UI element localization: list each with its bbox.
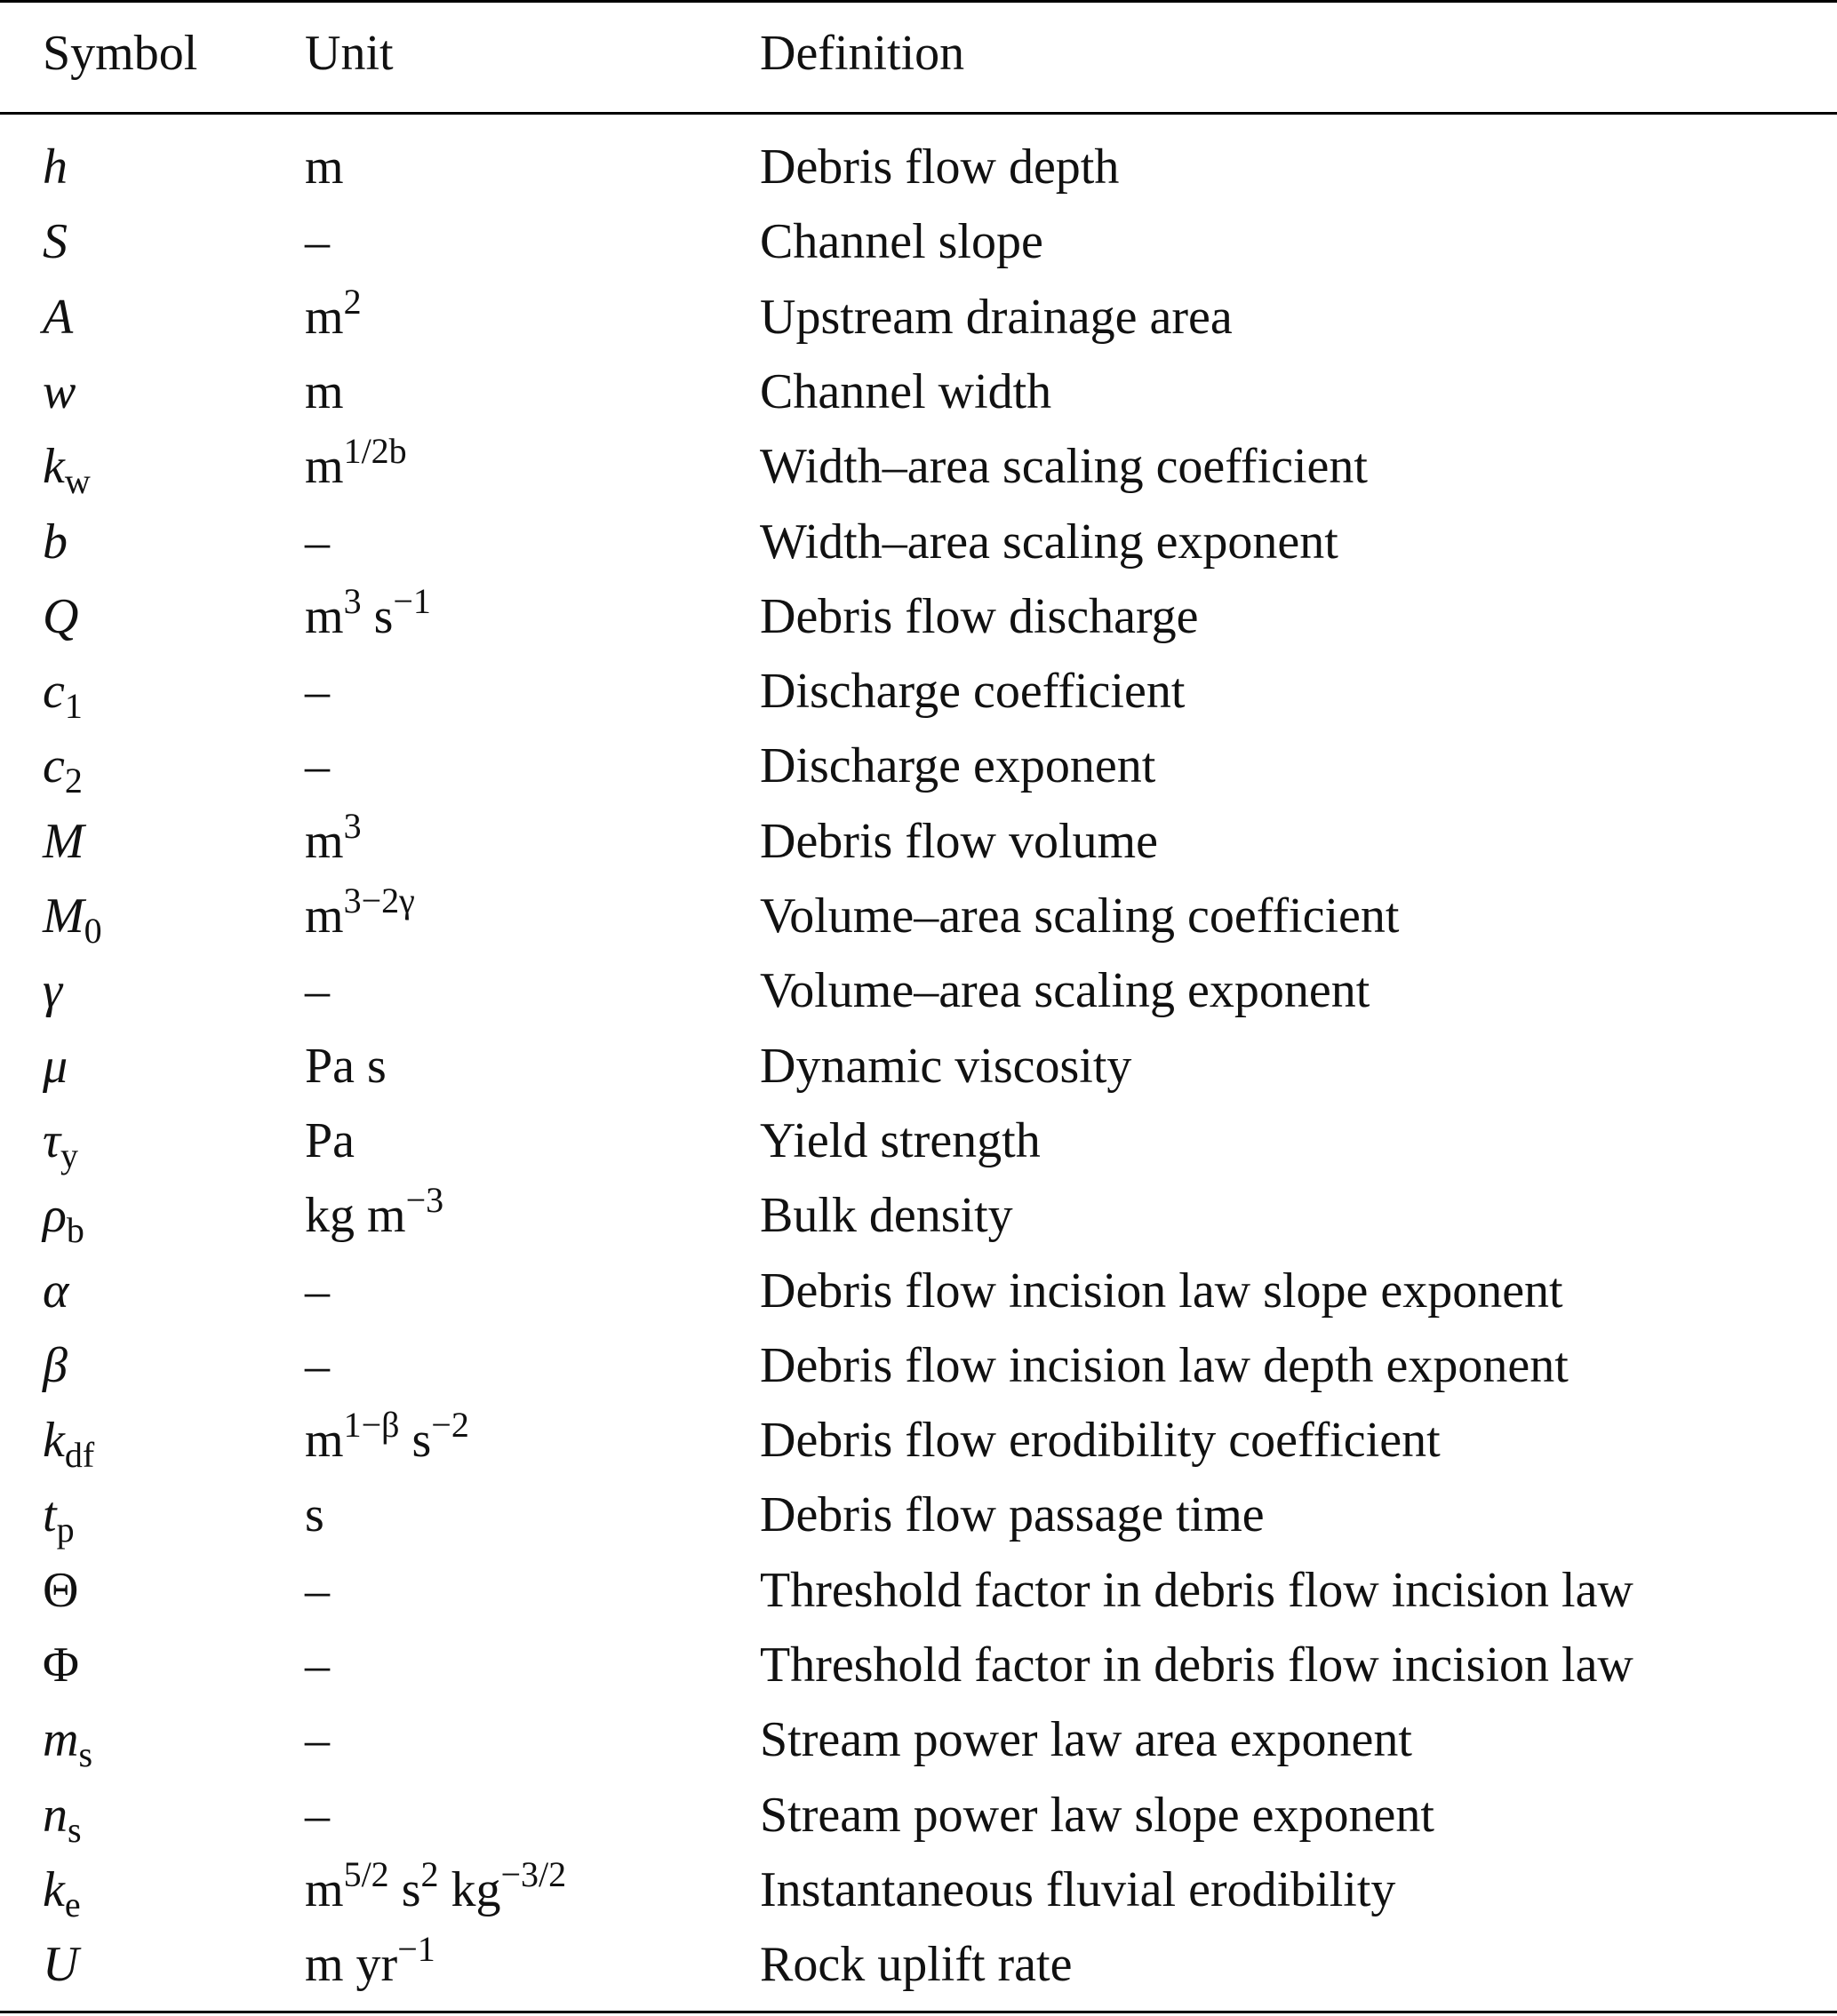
table-row: [0, 953, 1837, 1028]
definition-cell: Debris flow volume: [760, 813, 1158, 869]
symbol-cell: [43, 1403, 94, 1478]
header-unit: Unit: [305, 26, 394, 81]
symbol-subscript: df: [64, 1435, 95, 1476]
symbol: w: [43, 363, 76, 419]
unit-base: –: [305, 1712, 330, 1768]
definition-cell: Volume–area scaling coefficient: [760, 888, 1400, 944]
symbol-subscript: s: [78, 1734, 93, 1775]
symbol-subscript: w: [64, 461, 91, 502]
symbol: Q: [43, 588, 79, 644]
unit-cell: [305, 879, 415, 953]
symbol-cell: [43, 1778, 82, 1853]
symbol: c: [43, 738, 65, 794]
definition-cell: Yield strength: [760, 1112, 1041, 1168]
symbol-subscript: 0: [84, 911, 102, 951]
table-row: [0, 1702, 1837, 1777]
symbol: U: [43, 1937, 79, 1993]
unit-exponent: 3−2γ: [343, 881, 415, 920]
symbol-cell: [43, 1328, 68, 1403]
unit-base: s: [361, 588, 394, 644]
definition-cell: Debris flow discharge: [760, 588, 1199, 644]
unit-exponent: −2: [431, 1405, 469, 1446]
definition-cell: Discharge exponent: [760, 738, 1156, 794]
symbol-cell: [43, 505, 68, 579]
definition-cell: Debris flow passage time: [760, 1487, 1265, 1543]
definition-cell: Width–area scaling exponent: [760, 514, 1338, 570]
unit-cell: [305, 579, 431, 654]
symbol: M: [43, 813, 84, 869]
unit-exponent: 2: [343, 281, 362, 322]
symbol-subscript: 2: [64, 761, 83, 801]
symbol: μ: [43, 1038, 68, 1094]
unit-cell: [305, 1328, 330, 1403]
unit-cell: [305, 1178, 443, 1253]
definition-cell: Debris flow depth: [760, 139, 1120, 195]
unit-base: –: [305, 963, 330, 1019]
symbol: t: [43, 1487, 57, 1543]
table-row: [0, 1328, 1837, 1403]
unit-cell: [305, 204, 330, 279]
unit-cell: [305, 1853, 566, 1927]
definition-cell: Threshold factor in debris flow incision law: [760, 1638, 1633, 1693]
symbol: k: [43, 1413, 65, 1469]
symbol: Θ: [43, 1562, 79, 1618]
symbol: h: [43, 139, 68, 195]
symbol-subscript: b: [66, 1210, 84, 1251]
symbol: Φ: [43, 1638, 79, 1693]
symbol-cell: [43, 130, 68, 204]
unit-base: m: [305, 588, 344, 644]
symbol-cell: [43, 355, 76, 429]
symbol-cell: [43, 804, 84, 879]
header-symbol: Symbol: [43, 26, 198, 81]
definition-cell: Bulk density: [760, 1188, 1013, 1244]
unit-base: Pa: [305, 1112, 355, 1168]
symbol-subscript: s: [68, 1809, 82, 1850]
unit-exponent: −1: [393, 580, 431, 621]
unit-exponent: −1: [397, 1929, 435, 1970]
unit-base: m: [305, 1413, 344, 1469]
unit-base: m: [305, 813, 344, 869]
unit-base: –: [305, 514, 330, 570]
symbol-cell: [43, 204, 68, 279]
unit-cell: [305, 1927, 435, 2002]
table-row: [0, 429, 1837, 504]
symbol-cell: [43, 1104, 78, 1178]
unit-exponent: 3: [343, 805, 362, 846]
unit-base: s: [305, 1487, 324, 1543]
unit-cell: [305, 1478, 324, 1552]
unit-exponent: −3: [405, 1180, 444, 1221]
unit-base: kg: [438, 1861, 501, 1917]
symbol-cell: [43, 1029, 68, 1104]
definition-cell: Instantaneous fluvial erodibility: [760, 1861, 1396, 1917]
symbol: k: [43, 439, 65, 495]
definition-cell: Discharge coefficient: [760, 664, 1186, 720]
definition-cell: Volume–area scaling exponent: [760, 963, 1370, 1019]
table-row: [0, 879, 1837, 953]
unit-base: m: [305, 139, 344, 195]
unit-cell: [305, 654, 330, 729]
unit-base: –: [305, 1337, 330, 1393]
unit-cell: [305, 953, 330, 1028]
symbol-subscript: 1: [64, 686, 83, 727]
table-row: [0, 355, 1837, 429]
unit-cell: [305, 729, 330, 803]
table-row: [0, 505, 1837, 579]
definition-cell: Channel slope: [760, 214, 1043, 270]
symbol: n: [43, 1787, 68, 1843]
symbol-subscript: e: [64, 1884, 81, 1924]
unit-base: –: [305, 214, 330, 270]
symbol-subscript: y: [60, 1135, 79, 1175]
symbol: γ: [43, 963, 63, 1019]
header-definition: Definition: [760, 26, 965, 81]
definition-cell: Debris flow incision law depth exponent: [760, 1337, 1569, 1393]
unit-exponent: −3/2: [500, 1853, 567, 1894]
unit-cell: [305, 804, 362, 879]
unit-cell: [305, 1702, 330, 1777]
definition-cell: Debris flow incision law slope exponent: [760, 1263, 1563, 1319]
definition-cell: Rock uplift rate: [760, 1937, 1073, 1993]
unit-base: s: [399, 1413, 432, 1469]
unit-cell: [305, 355, 344, 429]
definition-cell: Threshold factor in debris flow incision law: [760, 1562, 1633, 1618]
top-rule: [0, 0, 1837, 3]
symbol-cell: [43, 1927, 78, 2002]
symbol: S: [43, 214, 68, 270]
definition-cell: Dynamic viscosity: [760, 1038, 1132, 1094]
symbol-cell: [43, 1553, 78, 1628]
symbol-cell: [43, 953, 62, 1028]
unit-cell: [305, 1778, 330, 1853]
unit-base: m: [305, 1861, 344, 1917]
unit-cell: [305, 280, 362, 355]
unit-exponent: 3: [343, 580, 362, 621]
bottom-rule: [0, 2011, 1837, 2013]
unit-base: m: [305, 289, 344, 345]
unit-base: m: [305, 888, 344, 944]
table-row: [0, 729, 1837, 803]
table-header: [0, 16, 1837, 91]
table-row: [0, 1104, 1837, 1178]
table-row: [0, 579, 1837, 654]
table-row: [0, 1553, 1837, 1628]
symbol: c: [43, 664, 65, 720]
symbol: k: [43, 1861, 65, 1917]
symbol: m: [43, 1712, 79, 1768]
unit-cell: [305, 1104, 355, 1178]
symbol: τ: [43, 1112, 61, 1168]
symbol-subscript: p: [56, 1510, 75, 1550]
symbol-cell: [43, 1254, 68, 1328]
unit-cell: [305, 1403, 469, 1478]
unit-cell: [305, 130, 344, 204]
definition-cell: Stream power law slope exponent: [760, 1787, 1434, 1843]
symbol: β: [43, 1337, 68, 1393]
definition-cell: Upstream drainage area: [760, 289, 1233, 345]
unit-base: –: [305, 1638, 330, 1693]
unit-base: Pa s: [305, 1038, 387, 1094]
table-row: [0, 1927, 1837, 2002]
table-row: [0, 280, 1837, 355]
symbol-cell: [43, 879, 102, 953]
unit-base: s: [388, 1861, 421, 1917]
unit-exponent: 1−β: [343, 1405, 400, 1446]
unit-base: m yr: [305, 1937, 398, 1993]
symbol-cell: [43, 729, 83, 803]
unit-base: m: [305, 363, 344, 419]
unit-base: m: [305, 439, 344, 495]
table-row: [0, 1778, 1837, 1853]
unit-cell: [305, 1254, 330, 1328]
definition-cell: Channel width: [760, 363, 1052, 419]
unit-cell: [305, 1628, 330, 1702]
symbol: b: [43, 514, 68, 570]
symbol: α: [43, 1263, 69, 1319]
symbol-cell: [43, 1628, 79, 1702]
symbol: A: [43, 289, 74, 345]
symbol-cell: [43, 1702, 92, 1777]
table-row: [0, 1178, 1837, 1253]
table-row: [0, 1403, 1837, 1478]
unit-cell: [305, 429, 407, 504]
unit-exponent: 2: [420, 1853, 439, 1894]
unit-cell: [305, 1553, 330, 1628]
unit-base: –: [305, 1263, 330, 1319]
symbol-cell: [43, 1178, 84, 1253]
symbol: M: [43, 888, 84, 944]
table-row: [0, 1853, 1837, 1927]
header-rule: [0, 112, 1837, 115]
definition-cell: Width–area scaling coefficient: [760, 439, 1368, 495]
table-row: [0, 204, 1837, 279]
unit-base: –: [305, 1787, 330, 1843]
symbol: ρ: [43, 1188, 67, 1244]
symbol-cell: [43, 280, 73, 355]
table-row: [0, 1029, 1837, 1104]
definition-cell: Stream power law area exponent: [760, 1712, 1412, 1768]
symbol-cell: [43, 1478, 75, 1552]
symbol-cell: [43, 579, 78, 654]
unit-base: –: [305, 664, 330, 720]
table-row: [0, 1628, 1837, 1702]
symbol-cell: [43, 654, 83, 729]
unit-exponent: 1/2b: [343, 431, 407, 472]
unit-cell: [305, 1029, 387, 1104]
table-row: [0, 1478, 1837, 1552]
unit-base: –: [305, 738, 330, 794]
table-row: [0, 1254, 1837, 1328]
symbol-cell: [43, 1853, 81, 1927]
unit-exponent: 5/2: [343, 1853, 389, 1894]
unit-base: –: [305, 1562, 330, 1618]
symbol-cell: [43, 429, 91, 504]
unit-cell: [305, 505, 330, 579]
unit-base: kg m: [305, 1188, 406, 1244]
definition-cell: Debris flow erodibility coefficient: [760, 1413, 1441, 1469]
table-row: [0, 130, 1837, 204]
table-row: [0, 654, 1837, 729]
table-row: [0, 804, 1837, 879]
